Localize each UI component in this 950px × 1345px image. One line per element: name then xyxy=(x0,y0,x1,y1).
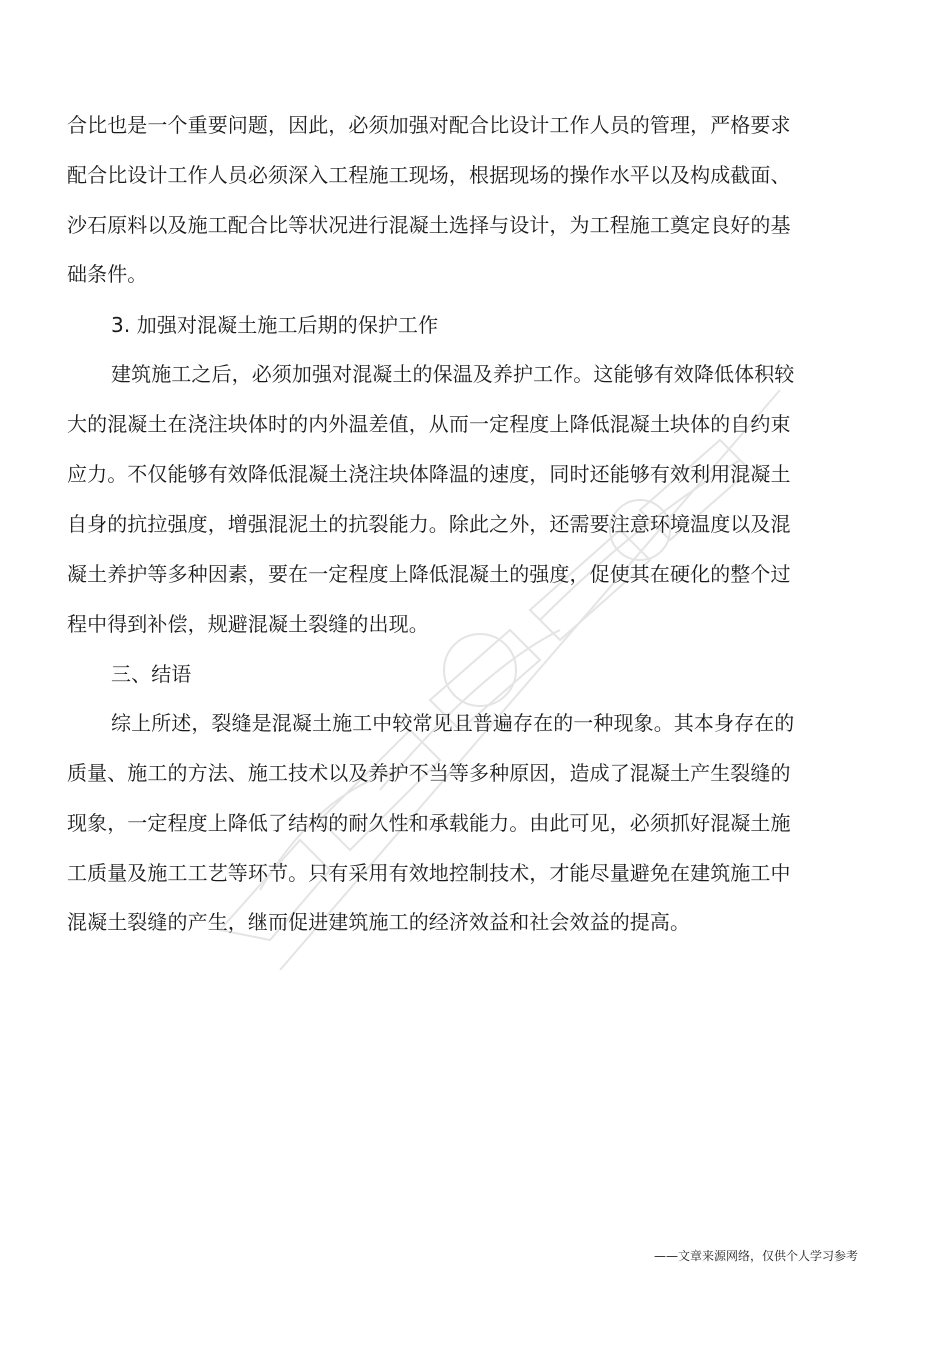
paragraph-line: 程中得到补偿，规避混凝土裂缝的出现。 xyxy=(67,612,429,636)
paragraph-line: 础条件。 xyxy=(67,262,148,286)
paragraph-line: 现象，一定程度上降低了结构的耐久性和承载能力。由此可见，必须抓好混凝土施 xyxy=(67,811,791,835)
paragraph-line: 凝土养护等多种因素，要在一定程度上降低混凝土的强度，促使其在硬化的整个过 xyxy=(67,562,791,586)
paragraph-line: 质量、施工的方法、施工技术以及养护不当等多种原因，造成了混凝土产生裂缝的 xyxy=(67,761,791,785)
paragraph-line: 工质量及施工工艺等环节。只有采用有效地控制技术，才能尽量避免在建筑施工中 xyxy=(67,861,791,885)
paragraph-line: 沙石原料以及施工配合比等状况进行混凝土选择与设计，为工程施工奠定良好的基 xyxy=(67,213,791,237)
section-heading: 3. 加强对混凝土施工后期的保护工作 xyxy=(111,313,439,337)
paragraph-line: 混凝土裂缝的产生，继而促进建筑施工的经济效益和社会效益的提高。 xyxy=(67,910,691,934)
paragraph-line: 自身的抗拉强度，增强混泥土的抗裂能力。除此之外，还需要注意环境温度以及混 xyxy=(67,512,791,536)
paragraph-line: 配合比设计工作人员必须深入工程施工现场，根据现场的操作水平以及构成截面、 xyxy=(67,163,791,187)
paragraph-line: 大的混凝土在浇注块体时的内外温差值，从而一定程度上降低混凝土块体的自约束 xyxy=(67,412,791,436)
paragraph-line: 综上所述，裂缝是混凝土施工中较常见且普遍存在的一种现象。其本身存在的 xyxy=(111,711,795,735)
paragraph-line: 合比也是一个重要问题，因此，必须加强对配合比设计工作人员的管理，严格要求 xyxy=(67,113,791,137)
section-heading: 三、结语 xyxy=(111,662,192,686)
paragraph-line: 应力。不仅能够有效降低混凝土浇注块体降温的速度，同时还能够有效利用混凝土 xyxy=(67,462,791,486)
paragraph-line: 建筑施工之后，必须加强对混凝土的保温及养护工作。这能够有效降低体积较 xyxy=(111,362,795,386)
footer-source-note: ——文章来源网络，仅供个人学习参考 xyxy=(653,1249,858,1263)
